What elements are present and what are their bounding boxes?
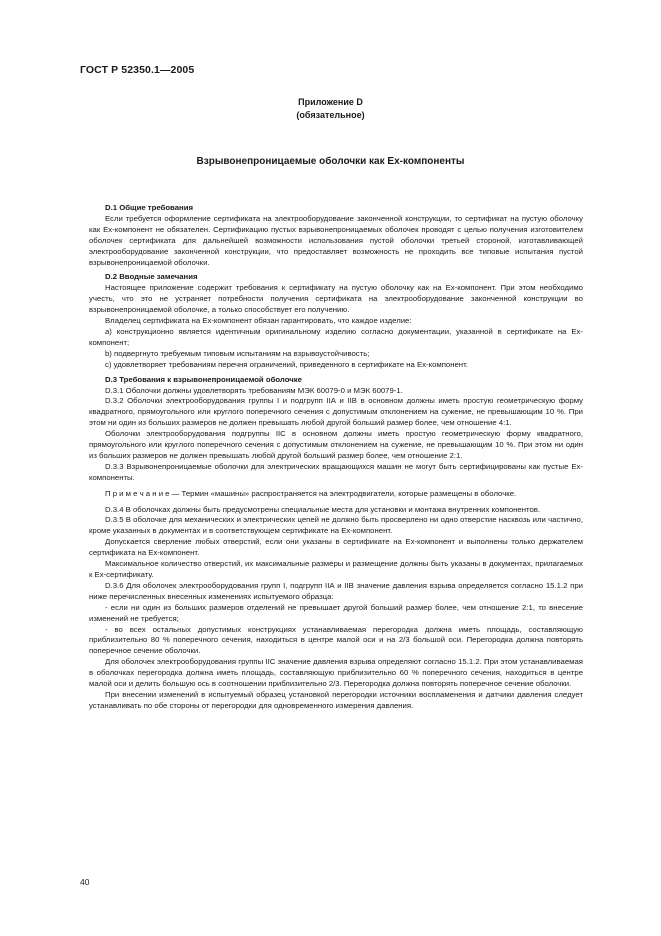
body-paragraph: Допускается сверление любых отверстий, если они указаны в сертификате на Ех-компонент и выполнены только держателем сертификата на Ех-компонент. [89,537,583,558]
body-paragraph: Если требуется оформление сертификата на электрооборудование законченной конструкции, то сертификат на пустую оболочку как Ех-компонент не обязателен. Сертификацию пустых взрывонепроницаемых оболочек проводят с целью получения изготовителем оболочек сертификата для дальнейшей возможности использования пустой оболочки третьей стороной, изготавливающей электрооборудование законченной конструкции, что предоставляет возможность не проходить все типовые испытания пустой взрывонепроницаемой оболочки. [89,213,583,267]
body-paragraph: D.3.6 Для оболочек электрооборудования групп I, подгрупп IIА и IIВ значение давления взрыва определяется согласно 15.1.2 при ниже перечисленных внесенных изменениях испытуемого образца: [89,580,583,601]
appendix-status: (обязательное) [296,110,365,120]
page-number: 40 [80,877,90,887]
body-paragraph: - во всех остальных допустимых конструкциях устанавливаемая перегородка должна иметь площадь, составляющую приблизительно 80 % поперечного сечения, находиться в центре малой оси и на 2/3 большой оси. Перегородка должна повторять поперечное сечение оболочки. [89,624,583,656]
body-paragraph: - если ни один из больших размеров отделений не превышает другой больший размер более, чем отношение 2:1, то внесение изменений не требуется; [89,602,583,623]
body-paragraph: D.3.1 Оболочки должны удовлетворять требованиям МЭК 60079-0 и МЭК 60079-1. [105,385,403,395]
section-heading: D.1 Общие требования [105,203,193,212]
body-paragraph: D.3.5 В оболочке для механических и электрических цепей не должно быть просверлено ни одно отверстие насквозь или частично, кроме указанных в документах и в соответствующем сертификате на Ех-компонент. [89,515,583,536]
section-heading: D.3 Требования к взрывонепроницаемой оболочке [105,374,302,384]
body-paragraph: b) подвергнуто требуемым типовым испытаниям на взрывоустойчивость; [105,348,370,358]
appendix-title: Взрывонепроницаемые оболочки как Ех-компоненты [196,156,465,167]
appendix-heading [0,96,661,122]
section-heading: D.2 Вводные замечания [105,272,198,282]
body-paragraph: D.3.3 Взрывонепроницаемые оболочки для электрических вращающихся машин не могут быть сертифицированы как пустые Ех-компоненты. [89,461,583,482]
document-body [89,203,583,712]
note-paragraph: П р и м е ч а н и е — Термин «машины» распространяется на электродвигатели, которые размещены в оболочке. [105,488,517,498]
appendix-label: Приложение D [298,97,363,107]
body-paragraph: При внесении изменений в испытуемый образец установкой перегородки источники воспламенения и датчики давления следует устанавливать по обе стороны от перегородки для одновременного измерения давления. [89,689,583,710]
body-paragraph: D.3.2 Оболочки электрооборудования группы I и подгрупп IIА и IIВ в основном должны иметь простую геометрическую форму квадратного, прямоугольного или круглого поперечного сечения с допустимым отклонением на сужение, не превышающим 10 %. При этом ни один из больших размеров не должен превышать любой другой больший размер более, чем отношение 4:1. [89,396,583,428]
body-paragraph: Оболочки электрооборудования подгруппы IIС в основном должны иметь простую геометрическую форму квадратного, прямоугольного или круглого поперечного сечения с допустимым отклонением на сужение, не превышающим 10 %. При этом ни один из больших размеров не должен превышать любой другой больший размер более, чем отношение 2:1. [89,429,583,460]
document-code-header: ГОСТ Р 52350.1—2005 [80,64,195,76]
body-paragraph: D.3.4 В оболочках должны быть предусмотрены специальные места для установки и монтажа внутренних компонентов. [105,504,541,514]
body-paragraph: a) конструкционно является идентичным оригинальному изделию согласно документации, указанной в сертификате на Ех-компонент; [89,326,583,347]
body-paragraph: Владелец сертификата на Ех-компонент обязан гарантировать, что каждое изделие: [105,316,412,326]
body-paragraph: Для оболочек электрооборудования группы IIС значение давления взрыва определяют согласно 15.1.2. При этом устанавливаемая в оболочках перегородка должна иметь площадь, составляющую приблизительно 60 % поперечного сечения, находиться в центре малой оси и делить большую ось в соотношении приблизительно 2/3. Перегородка должна повторять поперечное сечение оболочки. [89,657,583,689]
body-paragraph: Настоящее приложение содержит требования к сертификату на пустую оболочку как на Ех-компонент. При этом необходимо учесть, что это не устраняет потребности получения сертификата на электрооборудование законченной конструкции во взрывонепроницаемой оболочке, а только способствует его получению. [89,283,583,315]
body-paragraph: c) удовлетворяет требованиям перечня ограничений, приведенного в сертификате на Ех-компонент. [105,359,468,369]
body-paragraph: Максимальное количество отверстий, их максимальные размеры и размещение должны быть указаны в документах, прилагаемых к Ех-сертификату. [89,559,583,579]
